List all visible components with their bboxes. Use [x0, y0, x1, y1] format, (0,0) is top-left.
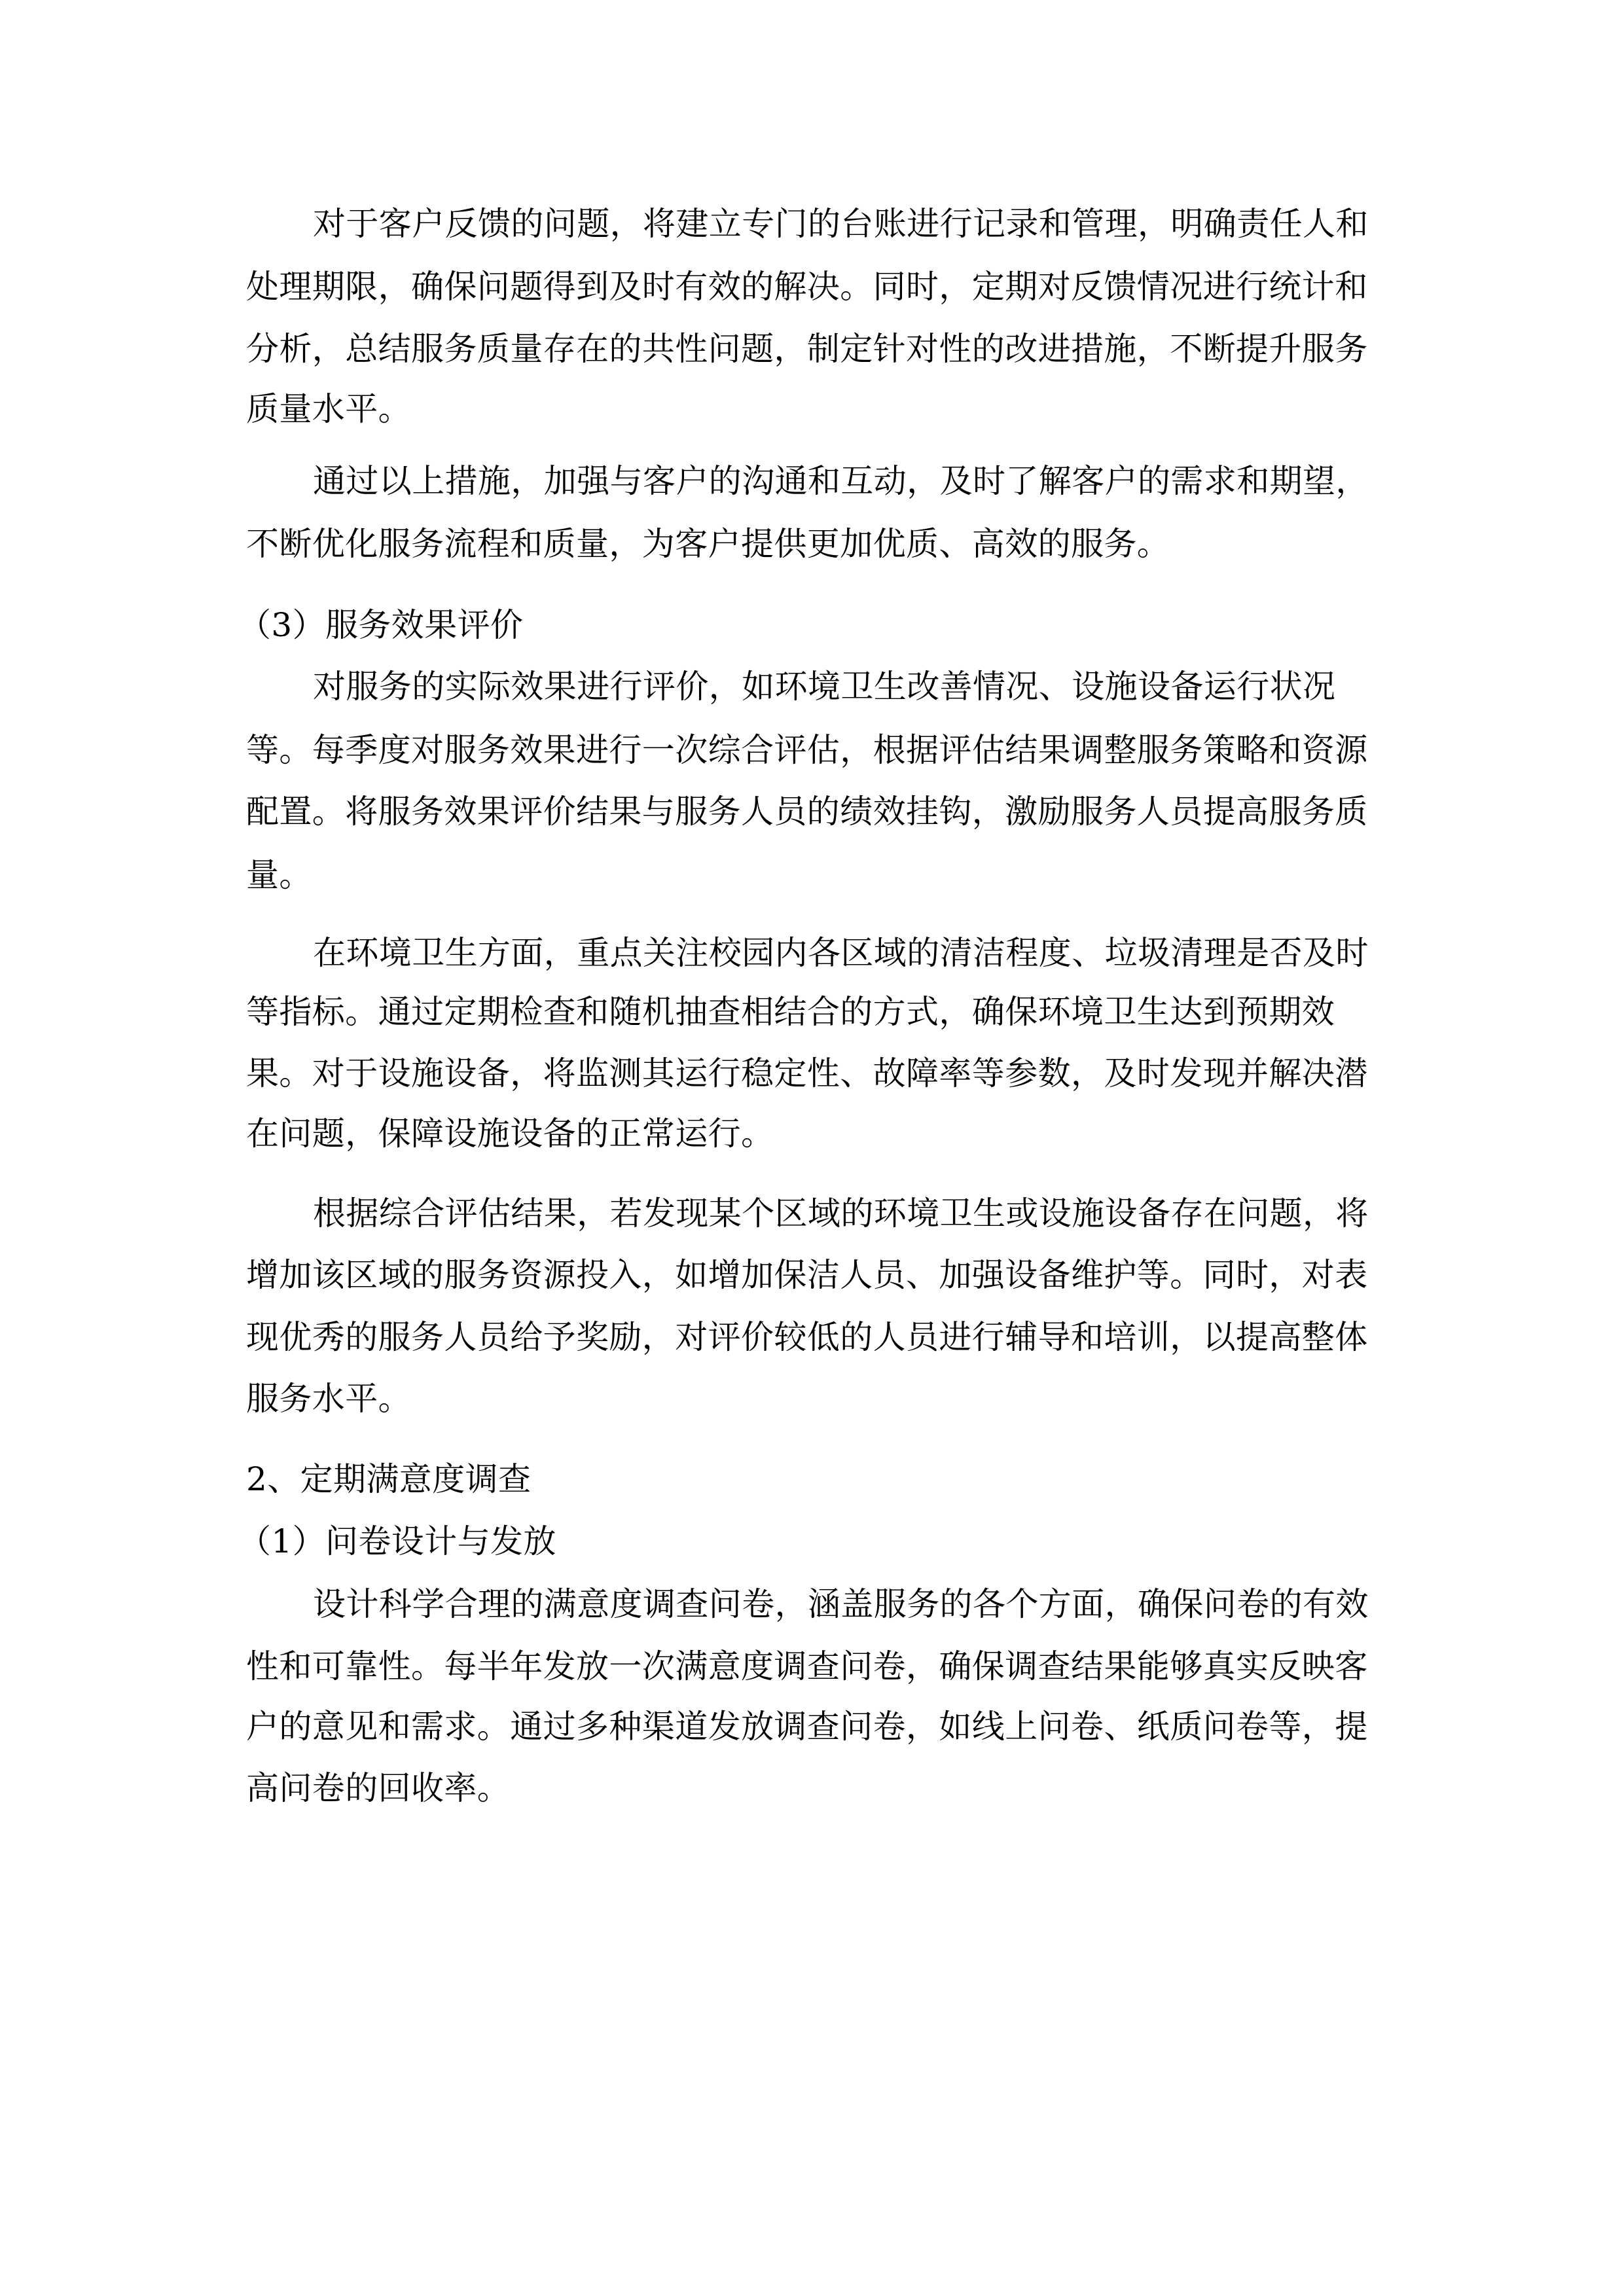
paragraph-3-line-4: 量。 [246, 856, 312, 894]
section-heading-service-evaluation: （3）服务效果评价 [238, 606, 524, 644]
paragraph-6-line-2: 性和可靠性。每半年发放一次满意度调查问卷，确保调查结果能够真实反映客 [246, 1647, 1368, 1685]
section-heading-questionnaire-design: （1）问卷设计与发放 [238, 1522, 556, 1560]
paragraph-4-line-4: 在问题，保障设施设备的正常运行。 [246, 1115, 774, 1153]
paragraph-5-line-1: 根据综合评估结果，若发现某个区域的环境卫生或设施设备存在问题，将 [313, 1194, 1369, 1232]
paragraph-3-line-2: 等。每季度对服务效果进行一次综合评估，根据评估结果调整服务策略和资源 [246, 731, 1368, 769]
paragraph-4-line-3: 果。对于设施设备，将监测其运行稳定性、故障率等参数，及时发现并解决潜 [246, 1054, 1368, 1092]
paragraph-3-line-3: 配置。将服务效果评价结果与服务人员的绩效挂钩，激励服务人员提高服务质 [246, 793, 1368, 831]
paragraph-1-line-4: 质量水平。 [246, 390, 411, 428]
paragraph-2-line-1: 通过以上措施，加强与客户的沟通和互动，及时了解客户的需求和期望， [313, 462, 1369, 500]
paragraph-2-line-2: 不断优化服务流程和质量，为客户提供更加优质、高效的服务。 [246, 525, 1170, 563]
paragraph-1-line-2: 处理期限，确保问题得到及时有效的解决。同时，定期对反馈情况进行统计和 [246, 268, 1368, 306]
paragraph-6-line-4: 高问卷的回收率。 [246, 1769, 511, 1807]
paragraph-1-line-3: 分析，总结服务质量存在的共性问题，制定针对性的改进措施，不断提升服务 [246, 330, 1368, 368]
paragraph-5-line-4: 服务水平。 [246, 1380, 411, 1418]
paragraph-5-line-3: 现优秀的服务人员给予奖励，对评价较低的人员进行辅导和培训，以提高整体 [246, 1318, 1368, 1356]
paragraph-5-line-2: 增加该区域的服务资源投入，如增加保洁人员、加强设备维护等。同时，对表 [246, 1256, 1368, 1294]
paragraph-6-line-1: 设计科学合理的满意度调查问卷，涵盖服务的各个方面，确保问卷的有效 [313, 1585, 1369, 1623]
paragraph-4-line-2: 等指标。通过定期检查和随机抽查相结合的方式，确保环境卫生达到预期效 [246, 993, 1335, 1031]
paragraph-1-line-1: 对于客户反馈的问题，将建立专门的台账进行记录和管理，明确责任人和 [313, 205, 1369, 243]
paragraph-4-line-1: 在环境卫生方面，重点关注校园内各区域的清洁程度、垃圾清理是否及时 [313, 934, 1369, 972]
paragraph-3-line-1: 对服务的实际效果进行评价，如环境卫生改善情况、设施设备运行状况 [313, 668, 1336, 706]
paragraph-6-line-3: 户的意见和需求。通过多种渠道发放调查问卷，如线上问卷、纸质问卷等，提 [246, 1708, 1368, 1746]
section-heading-satisfaction-survey: 2、定期满意度调查 [246, 1460, 532, 1498]
